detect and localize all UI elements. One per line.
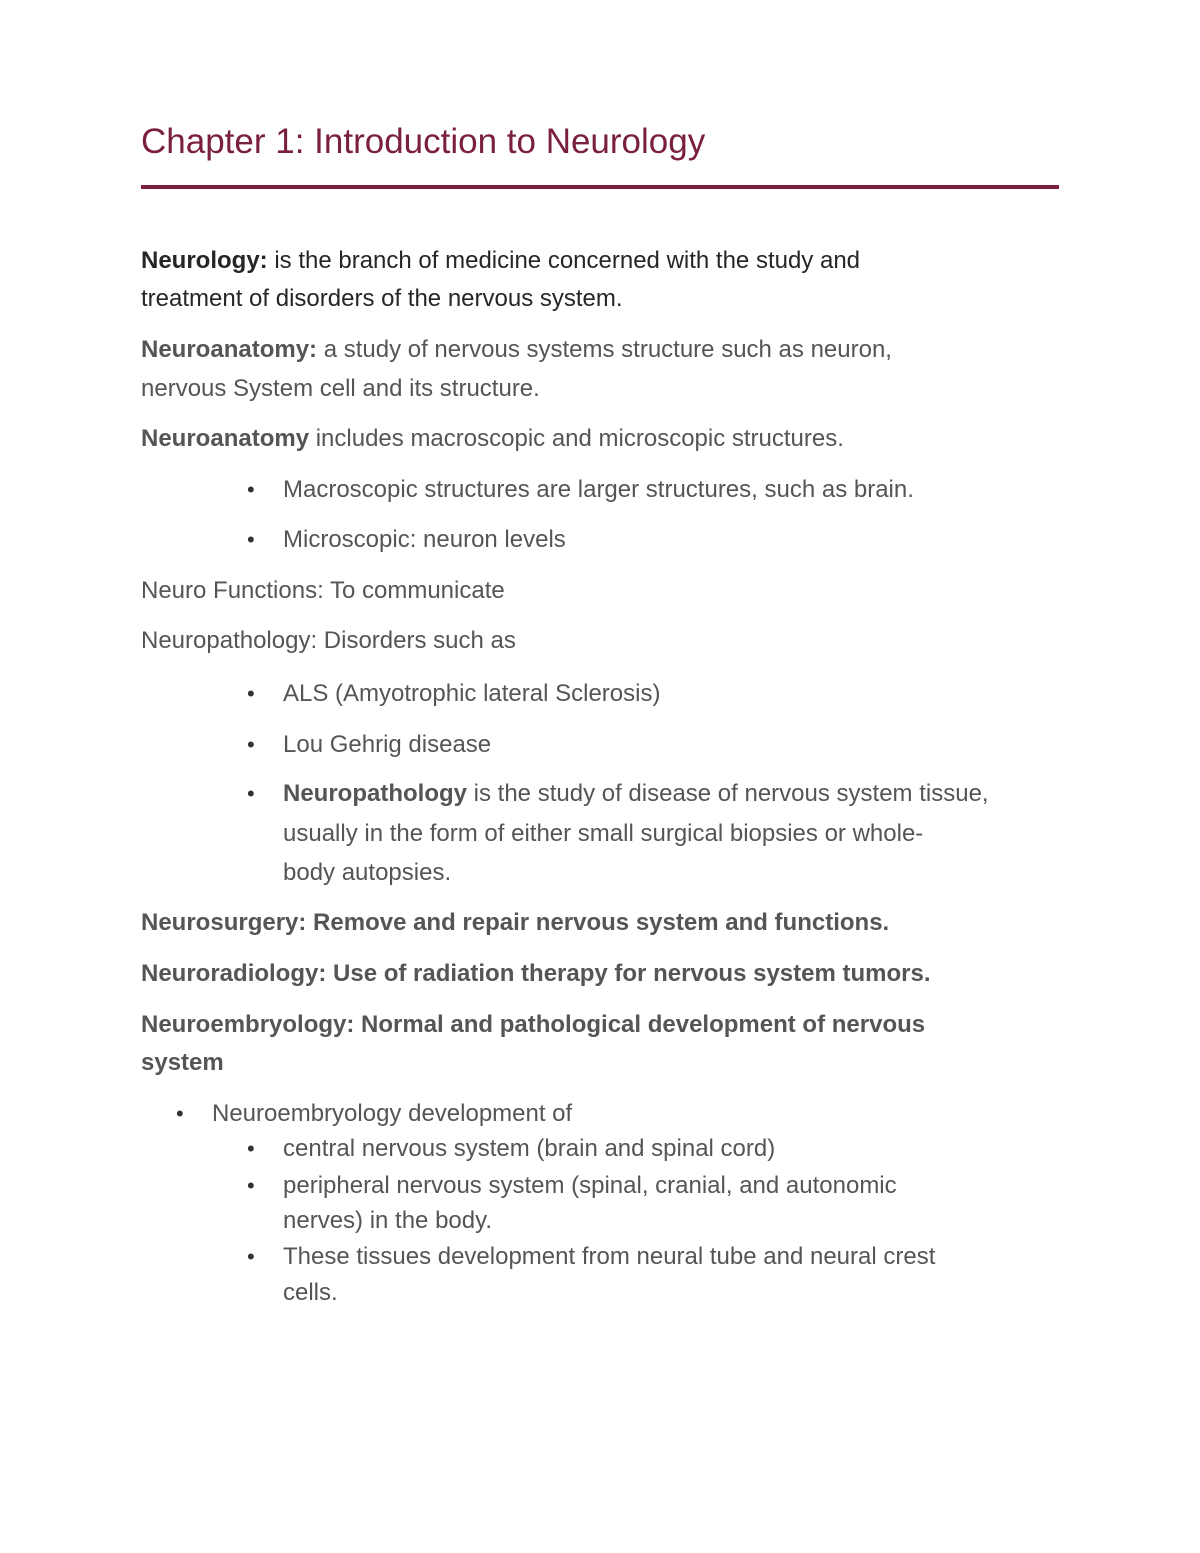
bullet-icon: • (247, 681, 255, 706)
bullet-icon: • (247, 1244, 255, 1269)
neurology-definition-line-2: treatment of disorders of the nervous system. (141, 285, 623, 312)
neurosurgery: Neurosurgery: Remove and repair nervous system and functions. (141, 909, 890, 936)
neuroanatomy-includes (141, 423, 844, 455)
neuroanatomy-definition-line-2: nervous System cell and its structure. (141, 375, 540, 402)
neuro-functions: Neuro Functions: To communicate (141, 577, 505, 604)
bullet-icon: • (247, 477, 255, 502)
bullet-icon: • (176, 1101, 184, 1126)
neuroembryology-line-2: system (141, 1049, 224, 1076)
neurology-text: is the branch of medicine concerned with the study and (267, 247, 861, 274)
neuropathology-heading: Neuropathology: Disorders such as (141, 627, 516, 654)
list-item-macroscopic: Macroscopic structures are larger structures, such as brain. (283, 476, 914, 503)
neuropathology-text: is the study of disease of nervous system tissue, (467, 780, 989, 807)
sub-list-item-pns-line-1: peripheral nervous system (spinal, cranial, and autonomic (283, 1172, 897, 1199)
neuroanatomy-definition-line-1 (141, 334, 892, 366)
list-item-neuropathology-line-1 (283, 778, 989, 810)
bullet-icon: • (247, 1136, 255, 1161)
sub-list-item-cns: central nervous system (brain and spinal cord) (283, 1135, 776, 1162)
neuroanatomy-term: Neuroanatomy: (141, 336, 318, 363)
neuroanatomy-text: a study of nervous systems structure such as neuron, (317, 336, 892, 363)
neuroradiology: Neuroradiology: Use of radiation therapy for nervous system tumors. (141, 960, 931, 987)
neurology-definition-line-1 (141, 245, 860, 277)
list-item-neuropathology-line-2: usually in the form of either small surgical biopsies or whole- (283, 820, 924, 847)
neuroanatomy-includes-text: includes macroscopic and microscopic structures. (309, 425, 844, 452)
list-item-microscopic: Microscopic: neuron levels (283, 526, 566, 553)
bullet-icon: • (247, 781, 255, 806)
neurology-term: Neurology: (141, 247, 268, 274)
neuroanatomy-includes-term: Neuroanatomy (141, 425, 310, 452)
sub-list-item-tissues-line-2: cells. (283, 1279, 338, 1306)
bullet-icon: • (247, 527, 255, 552)
list-item-neuropathology-line-3: body autopsies. (283, 859, 452, 886)
neuropathology-term: Neuropathology (283, 780, 467, 807)
list-item-als: ALS (Amyotrophic lateral Sclerosis) (283, 680, 661, 707)
list-item-neuroembryology: Neuroembryology development of (212, 1100, 573, 1127)
sub-list-item-pns-line-2: nerves) in the body. (283, 1207, 493, 1234)
page-title: Chapter 1: Introduction to Neurology (141, 122, 706, 161)
list-item-lou-gehrig: Lou Gehrig disease (283, 731, 492, 758)
neuroembryology-line-1: Neuroembryology: Normal and pathological development of nervous (141, 1011, 926, 1038)
bullet-icon: • (247, 1173, 255, 1198)
sub-list-item-tissues-line-1: These tissues development from neural tube and neural crest (283, 1243, 936, 1270)
bullet-icon: • (247, 732, 255, 757)
title-divider (141, 185, 1059, 189)
